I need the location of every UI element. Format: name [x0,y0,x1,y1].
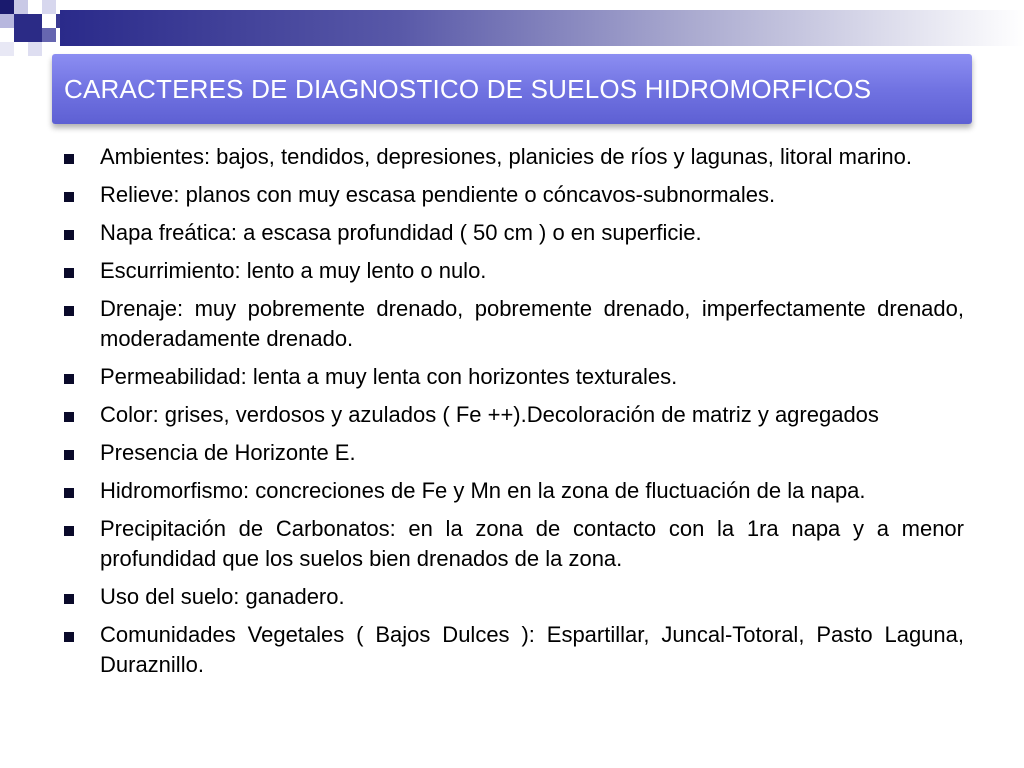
square-bullet-icon [64,192,74,202]
bullet-text: Napa freática: a escasa profundidad ( 50 cm ) o en superficie. [100,220,702,245]
square-bullet-icon [64,594,74,604]
decorative-square [14,0,28,14]
bullet-text: Permeabilidad: lenta a muy lenta con horizontes texturales. [100,364,678,389]
top-gradient-bar [60,10,1024,46]
bullet-item [60,180,964,210]
bullet-item [60,438,964,468]
decorative-square [28,42,42,56]
bullet-item [60,620,964,680]
bullet-item [60,362,964,392]
square-bullet-icon [64,450,74,460]
decorative-square [0,0,14,14]
bullet-text: Comunidades Vegetales ( Bajos Dulces ): Espartillar, Juncal-Totoral, Pasto Laguna, Duraznillo. [100,622,964,677]
square-bullet-icon [64,230,74,240]
bullet-text: Hidromorfismo: concreciones de Fe y Mn en la zona de fluctuación de la napa. [100,478,866,503]
bullet-text: Ambientes: bajos, tendidos, depresiones, planicies de ríos y lagunas, litoral marino. [100,144,913,169]
bullet-list [60,142,964,688]
slide-title: CARACTERES DE DIAGNOSTICO DE SUELOS HIDROMORFICOS [64,73,872,104]
bullet-text: Color: grises, verdosos y azulados ( Fe ++).Decoloración de matriz y agregados [100,402,879,427]
bullet-item [60,294,964,354]
square-bullet-icon [64,306,74,316]
square-bullet-icon [64,154,74,164]
bullet-item [60,256,964,286]
decorative-square [0,14,14,28]
square-bullet-icon [64,488,74,498]
bullet-text: Drenaje: muy pobremente drenado, pobremente drenado, imperfectamente drenado, moderadamente drenado. [100,296,964,351]
bullet-text: Presencia de Horizonte E. [100,440,356,465]
title-band [52,54,972,124]
square-bullet-icon [64,632,74,642]
decorative-square [42,28,56,42]
square-bullet-icon [64,412,74,422]
bullet-item [60,218,964,248]
bullet-item [60,476,964,506]
bullet-text: Precipitación de Carbonatos: en la zona de contacto con la 1ra napa y a menor profundidad que los suelos bien drenados de la zona. [100,516,964,571]
decorative-square [0,42,14,56]
bullet-text: Escurrimiento: lento a muy lento o nulo. [100,258,487,283]
square-bullet-icon [64,268,74,278]
bullet-item [60,514,964,574]
decorative-square [42,0,56,14]
bullet-text: Relieve: planos con muy escasa pendiente o cóncavos-subnormales. [100,182,776,207]
bullet-text: Uso del suelo: ganadero. [100,584,345,609]
bullet-item [60,400,964,430]
square-bullet-icon [64,526,74,536]
bullet-item [60,582,964,612]
decorative-square [14,14,42,42]
bullet-item [60,142,964,172]
square-bullet-icon [64,374,74,384]
